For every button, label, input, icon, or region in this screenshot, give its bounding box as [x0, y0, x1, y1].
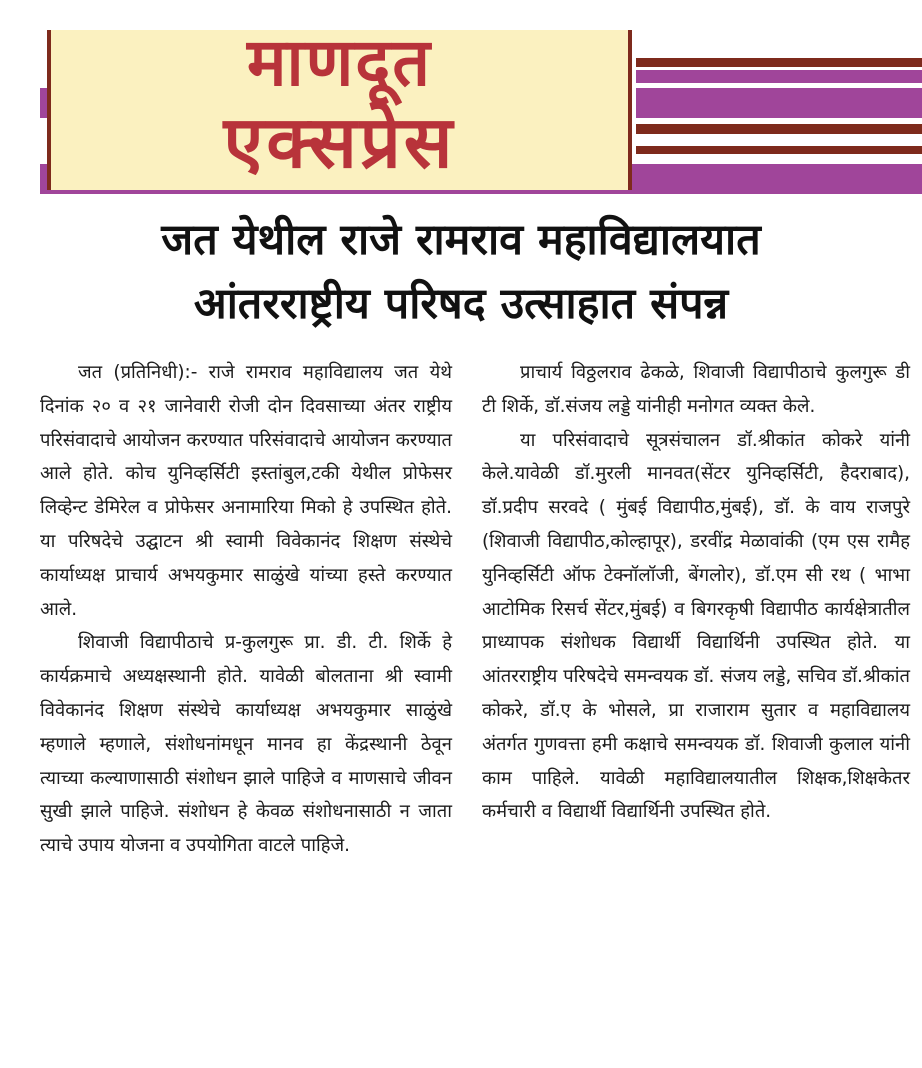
stripe-mid-brown [636, 124, 922, 134]
headline [20, 208, 902, 336]
article-paragraph: जत (प्रतिनिधी):- राजे रामराव महाविद्यालय जत येथे दिनांक २० व २१ जानेवारी रोजी दोन दिवसाच्या अंतर राष्ट्रीय परिसंवादाचे आयोजन करण्यात परिसंवादाचे आयोजन करण्यात आले होते. कोच युनिव्हर्सिटी इस्तांबुल,टकी येथील प्रोफेसर लिव्हेन्ट डेमिरेल व प्रोफेसर अनामारिया मिको हे उपस्थित होते. या परिषदेचे उद्घाटन श्री स्वामी विवेकानंद शिक्षण संस्थेचे कार्याध्यक्ष प्राचार्य अभयकुमार साळुंखे यांच्या हस्ते करण्यात आले. [40, 362, 452, 620]
headline-line1: जत येथील राजे रामराव महाविद्यालयात [161, 215, 761, 265]
masthead [0, 0, 922, 200]
stripe-bottom-brown [636, 146, 922, 154]
newspaper-logo [47, 30, 632, 190]
article-column-left [40, 356, 452, 863]
article-paragraph: प्राचार्य विठ्ठलराव ढेकळे, शिवाजी विद्यापीठाचे कुलगुरू डी टी शिर्के, डॉ.संजय लड्डे यांनीही मनोगत व्यक्त केले. [482, 362, 910, 417]
logo-title-line2: एक्सप्रेस [223, 100, 456, 184]
article-paragraph: शिवाजी विद्यापीठाचे प्र-कुलगुरू प्रा. डी. टी. शिर्के हे कार्यक्रमाचे अध्यक्षस्थानी होते. यावेळी बोलताना श्री स्वामी विवेकानंद शिक्षण संस्थेचे कार्याध्यक्ष अभयकुमार साळुंखे म्हणाले म्हणाले, संशोधनांमधून मानव हा केंद्रस्थानी ठेवून त्याच्या कल्याणासाठी संशोधन झाले पाहिजे व माणसाचे जीवन सुखी झाले पाहिजे. संशोधन हे केवळ संशोधनासाठी न जाता त्याचे उपाय योजना व उपयोगिता वाटले पाहिजे. [40, 632, 452, 857]
article-paragraph: या परिसंवादाचे सूत्रसंचालन डॉ.श्रीकांत कोकरे यांनी केले.यावेळी डॉ.मुरली मानवत(सेंटर युनिव्हर्सिटी, हैदराबाद), डॉ.प्रदीप सरवदे ( मुंबई विद्यापीठ,मुंबई), डॉ. के वाय राजपुरे (शिवाजी विद्यापीठ,कोल्हापूर), डरवींद्र मेळावांकी (एम एस रामैह युनिव्हर्सिटी ऑफ टेक्नॉलॉजी, बेंगलोर), डॉ.एम सी रथ ( भाभा आटोमिक रिसर्च सेंटर,मुंबई) व बिगरकृषी विद्यापीठ कार्यक्षेत्रातील प्राध्यापक संशोधक विद्यार्थी विद्यार्थिनी उपस्थित होते. या आंतरराष्ट्रीय परिषदेचे समन्वयक डॉ. संजय लड्डे, सचिव डॉ.श्रीकांत कोकरे, डॉ.ए के भोसले, प्रा राजाराम सुतार व महाविद्यालय अंतर्गत गुणवत्ता हमी कक्षाचे समन्वयक डॉ. शिवाजी कुलाल यांनी काम पाहिले. यावेळी महाविद्यालयातील शिक्षक,शिक्षकेतर कर्मचारी व विद्यार्थी विद्यार्थिनी उपस्थित होते. [482, 429, 910, 823]
stripe-top-brown [636, 58, 922, 67]
logo-title-line1: माणदूत [247, 30, 432, 101]
headline-line2: आंतरराष्ट्रीय परिषद उत्साहात संपन्न [193, 279, 729, 329]
article-column-right [482, 356, 910, 829]
stripe-top-purple [636, 70, 922, 83]
stripe-mid-purple [636, 88, 922, 118]
